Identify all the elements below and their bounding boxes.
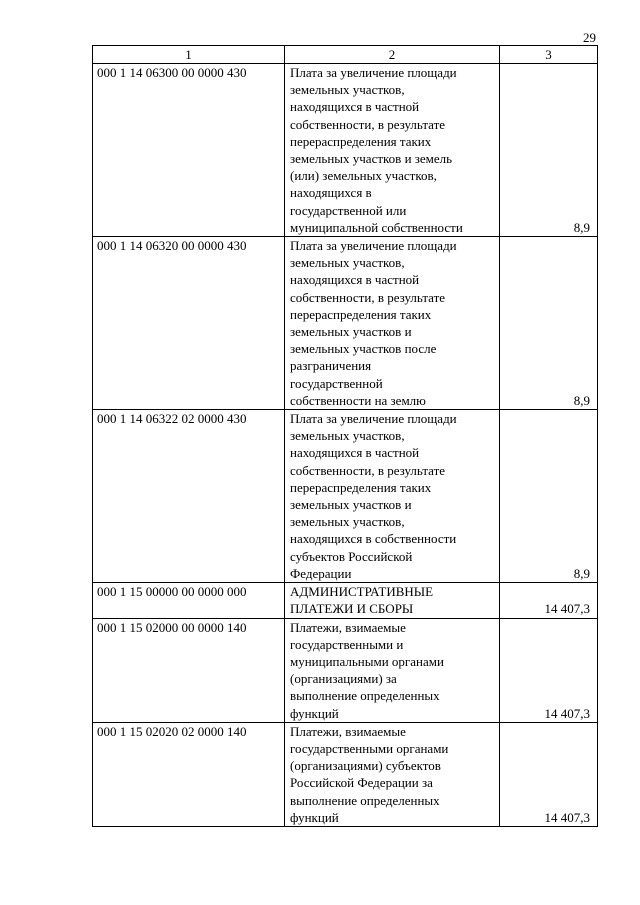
row-amount: 8,9	[500, 237, 598, 410]
row-amount: 14 407,3	[500, 722, 598, 826]
row-amount: 8,9	[500, 410, 598, 583]
table-row	[93, 64, 598, 237]
table-row	[93, 410, 598, 583]
row-amount: 8,9	[500, 64, 598, 237]
column-header-amount: 3	[500, 46, 598, 64]
row-code: 000 1 15 02020 02 0000 140	[93, 722, 285, 826]
table-row	[93, 237, 598, 410]
row-code: 000 1 14 06320 00 0000 430	[93, 237, 285, 410]
row-amount: 14 407,3	[500, 583, 598, 618]
table-row	[93, 583, 598, 618]
row-name: Плата за увеличение площади земельных участков, находящихся в частной собственности, в результате перераспределения таких земельных участков и земельных участков, находящихся в собственности субъектов Российской Федерации	[285, 410, 500, 583]
table-header-row	[93, 46, 598, 64]
row-name: Плата за увеличение площади земельных участков, находящихся в частной собственности, в результате перераспределения таких земельных участков и земельных участков после разграничения государственной собственности на землю	[285, 237, 500, 410]
row-name: АДМИНИСТРАТИВНЫЕ ПЛАТЕЖИ И СБОРЫ	[285, 583, 500, 618]
row-name: Платежи, взимаемые государственными и муниципальными органами (организациями) за выполнение определенных функций	[285, 618, 500, 722]
row-name: Плата за увеличение площади земельных участков, находящихся в частной собственности, в результате перераспределения таких земельных участков и земель (или) земельных участков, находящихся в государственной или муниципальной собственности	[285, 64, 500, 237]
table-row	[93, 722, 598, 826]
budget-table	[92, 45, 598, 827]
row-amount: 14 407,3	[500, 618, 598, 722]
page-number: 29	[583, 30, 596, 45]
row-name: Платежи, взимаемые государственными органами (организациями) субъектов Российской Федерации за выполнение определенных функций	[285, 722, 500, 826]
column-header-name: 2	[285, 46, 500, 64]
row-code: 000 1 14 06322 02 0000 430	[93, 410, 285, 583]
column-header-code: 1	[93, 46, 285, 64]
row-code: 000 1 15 02000 00 0000 140	[93, 618, 285, 722]
table-row	[93, 618, 598, 722]
row-code: 000 1 14 06300 00 0000 430	[93, 64, 285, 237]
row-code: 000 1 15 00000 00 0000 000	[93, 583, 285, 618]
